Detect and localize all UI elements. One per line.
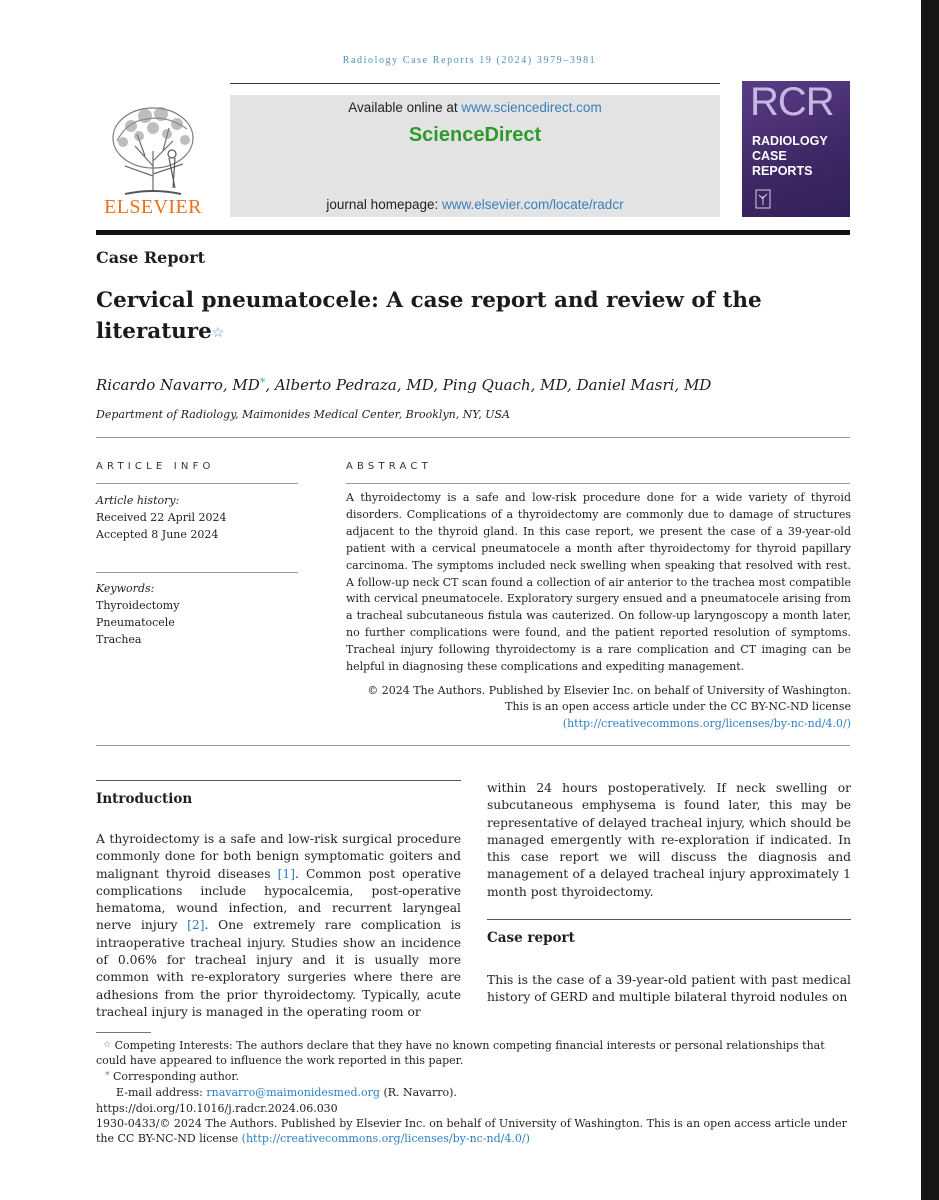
divider bbox=[96, 745, 850, 746]
introduction-continued: within 24 hours postoperatively. If neck swelling or subcutaneous emphysema is found later, this may be representative of delayed tracheal injury, which should be managed emergently with re-exploration if indicated. In this case report we will discuss the diagnosis and management of a delayed tracheal injury approximately 1 month post thyroidectomy. bbox=[487, 781, 851, 899]
footnote-mark: * bbox=[105, 1071, 110, 1081]
author-name[interactable]: Ping Quach, MD bbox=[442, 376, 568, 394]
divider bbox=[346, 483, 850, 484]
masthead-rule bbox=[96, 230, 850, 235]
abstract-heading: ABSTRACT bbox=[346, 461, 432, 472]
intro-text-part: . One extremely rare complication is intraoperative tracheal injury. Studies show an incidence of 0.06% for tracheal injury and it is usually more common with re-exploratory surgeries where there are adhesions from the prior thyroidectomy. Typically, acute tracheal injury is managed in the operating room or bbox=[96, 918, 461, 1019]
email-note bbox=[116, 1085, 457, 1100]
article-type: Case Report bbox=[96, 248, 206, 267]
accepted-date: Accepted 8 June 2024 bbox=[96, 528, 219, 541]
intro-text-part: A thyroidectomy is a safe and low-risk surgical procedure commonly done for both benign symptomatic goiters and malignant thyroid diseases bbox=[96, 832, 461, 881]
section-rule bbox=[96, 780, 461, 781]
elsevier-emblem-icon bbox=[755, 189, 771, 209]
author-name[interactable]: Alberto Pedraza, MD bbox=[274, 376, 434, 394]
title-footnote-mark[interactable]: ☆ bbox=[211, 325, 225, 341]
available-online-line bbox=[230, 100, 720, 115]
cover-title-line: REPORTS bbox=[752, 164, 813, 178]
article-info-heading: ARTICLE INFO bbox=[96, 461, 215, 472]
competing-interests-text: Competing Interests: The authors declare that they have no known competing financial interests or personal relationships that could have appeared to influence the work reported in this paper. bbox=[96, 1039, 825, 1068]
author-list: Ricardo Navarro, MD*, Alberto Pedraza, MD, Ping Quach, MD, Daniel Masri, MD bbox=[96, 376, 712, 394]
citation-link[interactable]: [2] bbox=[187, 918, 205, 933]
author-name[interactable]: Daniel Masri, MD bbox=[576, 376, 712, 394]
competing-interests-note bbox=[96, 1038, 851, 1069]
license-link[interactable]: (http://creativecommons.org/licenses/by-nc-nd/4.0/) bbox=[241, 1132, 530, 1146]
doi-link[interactable]: https://doi.org/10.1016/j.radcr.2024.06.030 bbox=[96, 1102, 338, 1115]
header-rule bbox=[230, 83, 720, 84]
email-label: E-mail address: bbox=[116, 1086, 207, 1099]
cover-title-line: RADIOLOGY bbox=[752, 134, 828, 148]
intro-text-part: . Common post operative complications include hypocalcemia, post-operative hematoma, wound infection, and recurrent laryngeal nerve injury bbox=[96, 866, 461, 933]
license-link[interactable]: (http://creativecommons.org/licenses/by-nc-nd/4.0/) bbox=[562, 717, 851, 730]
keyword: Thyroidectomy bbox=[96, 599, 180, 612]
received-date: Received 22 April 2024 bbox=[96, 511, 227, 524]
divider bbox=[96, 437, 850, 438]
introduction-paragraph bbox=[96, 831, 461, 1021]
section-rule bbox=[487, 919, 851, 920]
corresponding-author-mark[interactable]: * bbox=[259, 376, 266, 389]
issn-text: 1930-0433/© 2024 The Authors. Published by Elsevier Inc. on behalf of University of Washington. This is an open access article under the CC BY-NC-ND license bbox=[96, 1117, 847, 1146]
introduction-heading: Introduction bbox=[96, 791, 193, 807]
journal-homepage-label: journal homepage: bbox=[326, 197, 442, 212]
divider bbox=[96, 572, 298, 573]
sciencedirect-link[interactable]: www.sciencedirect.com bbox=[461, 100, 602, 115]
citation-link[interactable]: [1] bbox=[277, 866, 296, 881]
keywords-label: Keywords: bbox=[96, 582, 155, 595]
abstract-text: A thyroidectomy is a safe and low-risk procedure done for a wide variety of thyroid disorders. Complications of a thyroidectomy are commonly due to damage of structures adjacent to the thyroid gland. In this case report, we present the case of a 39-year-old patient with a cervical pneumatocele a month after thyroidectomy for thyroid papillary carcinoma. The symptoms included neck swelling when speaking that resolved with rest. A follow-up neck CT scan found a collection of air anterior to the trachea most compatible with cervical pneumatocele. Exploratory surgery ensued and a pneumatocele arising from a tracheal subcutaneous fistula was cauterized. On follow-up laryngoscopy a month later, no further complications were found, and the patient reported resolution of symptoms. Tracheal injury following thyroidectomy is a rare complication and CT imaging can be helpful in diagnosing these complications and expediting management. bbox=[346, 491, 851, 674]
email-suffix: (R. Navarro). bbox=[379, 1086, 457, 1099]
keyword: Pneumatocele bbox=[96, 616, 175, 629]
article-history-label: Article history: bbox=[96, 494, 180, 507]
open-access-statement: This is an open access article under the CC BY-NC-ND license bbox=[505, 700, 851, 713]
journal-cover-abbrev: RCR bbox=[750, 80, 834, 124]
elsevier-wordmark[interactable]: ELSEVIER bbox=[104, 196, 202, 218]
sciencedirect-logo[interactable]: ScienceDirect bbox=[408, 124, 542, 146]
journal-homepage-line bbox=[230, 197, 720, 212]
corresponding-author-text: Corresponding author. bbox=[113, 1070, 239, 1083]
keyword: Trachea bbox=[96, 633, 142, 646]
article-title-text: Cervical pneumatocele: A case report and review of the literature bbox=[96, 288, 762, 344]
corresponding-author-note bbox=[105, 1069, 239, 1084]
cover-title-line: CASE bbox=[752, 149, 787, 163]
issn-note bbox=[96, 1116, 851, 1147]
affiliation: Department of Radiology, Maimonides Medical Center, Brooklyn, NY, USA bbox=[96, 408, 510, 421]
divider bbox=[96, 483, 298, 484]
case-report-paragraph: This is the case of a 39-year-old patient with past medical history of GERD and multiple bilateral thyroid nodules on bbox=[487, 973, 851, 1005]
email-link[interactable]: rnavarro@maimonidesmed.org bbox=[206, 1086, 380, 1099]
author-name[interactable]: Ricardo Navarro, MD bbox=[96, 376, 260, 394]
running-header: Radiology Case Reports 19 (2024) 3979–3981 bbox=[342, 55, 597, 66]
journal-cover-title bbox=[752, 134, 847, 179]
abstract-copyright: © 2024 The Authors. Published by Elsevier Inc. on behalf of University of Washington. bbox=[367, 684, 851, 697]
footnote-rule bbox=[96, 1032, 151, 1033]
viewer-margin bbox=[921, 0, 939, 1200]
footnote-mark: ☆ bbox=[103, 1040, 112, 1050]
case-report-heading: Case report bbox=[487, 930, 575, 946]
available-online-label: Available online at bbox=[348, 100, 462, 115]
article-title bbox=[96, 285, 796, 347]
journal-homepage-link[interactable]: www.elsevier.com/locate/radcr bbox=[442, 197, 624, 212]
